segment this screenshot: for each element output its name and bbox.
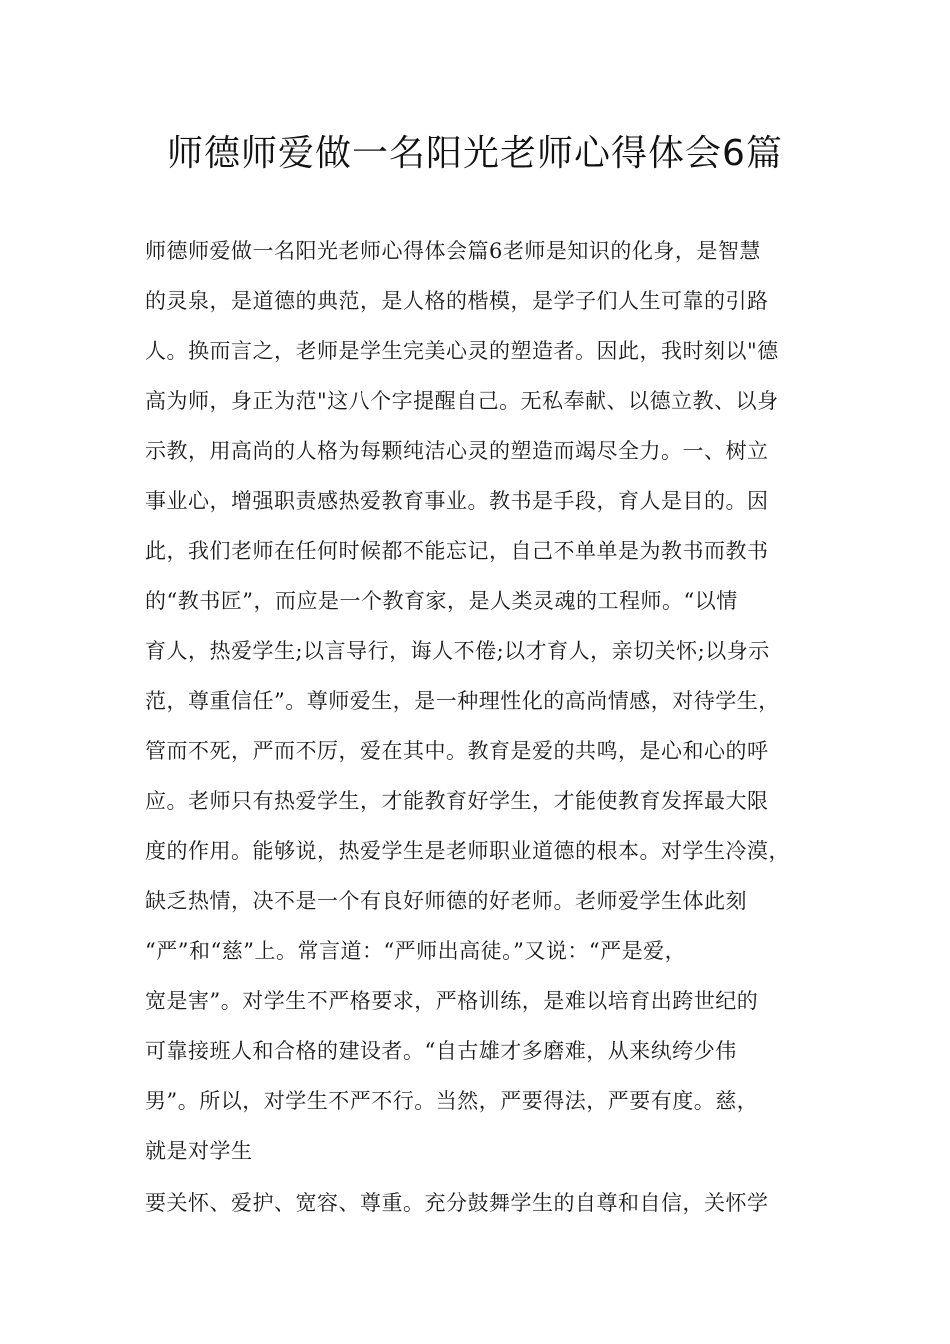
body-line: 度的作用。能够说，热爱学生是老师职业道德的根本。对学生冷漠， xyxy=(145,839,790,863)
body-line: 可靠接班人和合格的建设者。“自古雄才多磨难，从来纨绔少伟 xyxy=(145,1039,737,1063)
body-line: 师德师爱做一名阳光老师心得体会篇6老师是知识的化身，是智慧 xyxy=(145,239,761,263)
body-line: 育人，热爱学生;以言导行，诲人不倦;以才育人，亲切关怀;以身示 xyxy=(145,639,770,663)
body-line: 男”。所以，对学生不严不行。当然，严要得法，严要有度。慈， xyxy=(145,1089,759,1113)
body-line: 的“教书匠”，而应是一个教育家，是人类灵魂的工程师。“以情 xyxy=(145,589,738,613)
body-line: 此，我们老师在任何时候都不能忘记，自己不单单是为教书而教书 xyxy=(145,539,769,563)
body-line: “严”和“慈”上。常言道：“严师出高徒。”又说：“严是爱， xyxy=(145,939,687,963)
body-line: 人。换而言之，老师是学生完美心灵的塑造者。因此，我时刻以"德 xyxy=(145,339,779,363)
body-line: 的灵泉，是道德的典范，是人格的楷模，是学子们人生可靠的引路 xyxy=(145,289,769,313)
body-line: 高为师，身正为范"这八个字提醒自己。无私奉献、以德立教、以身 xyxy=(145,389,779,413)
body-line: 就是对学生 xyxy=(145,1139,253,1163)
body-line: 事业心，增强职责感热爱教育事业。教书是手段，育人是目的。因 xyxy=(145,489,769,513)
body-line: 宽是害”。对学生不严格要求，严格训练，是难以培育出跨世纪的 xyxy=(145,989,759,1013)
body-line: 范，尊重信任”。尊师爱生，是一种理性化的高尚情感，对待学生， xyxy=(145,689,780,713)
body-line: 管而不死，严而不厉，爱在其中。教育是爱的共鸣，是心和心的呼 xyxy=(145,739,769,763)
body-line: 示教，用高尚的人格为每颗纯洁心灵的塑造而竭尽全力。一、树立 xyxy=(145,439,769,463)
body-line: 应。老师只有热爱学生，才能教育好学生，才能使教育发挥最大限 xyxy=(145,789,769,813)
body-line: 缺乏热情，决不是一个有良好师德的好老师。老师爱学生体此刻 xyxy=(145,889,747,913)
body-line: 要关怀、爱护、宽容、尊重。充分鼓舞学生的自尊和自信，关怀学 xyxy=(145,1191,769,1215)
document-title: 师德师爱做一名阳光老师心得体会6篇 xyxy=(167,133,783,174)
document-body xyxy=(145,234,835,1236)
